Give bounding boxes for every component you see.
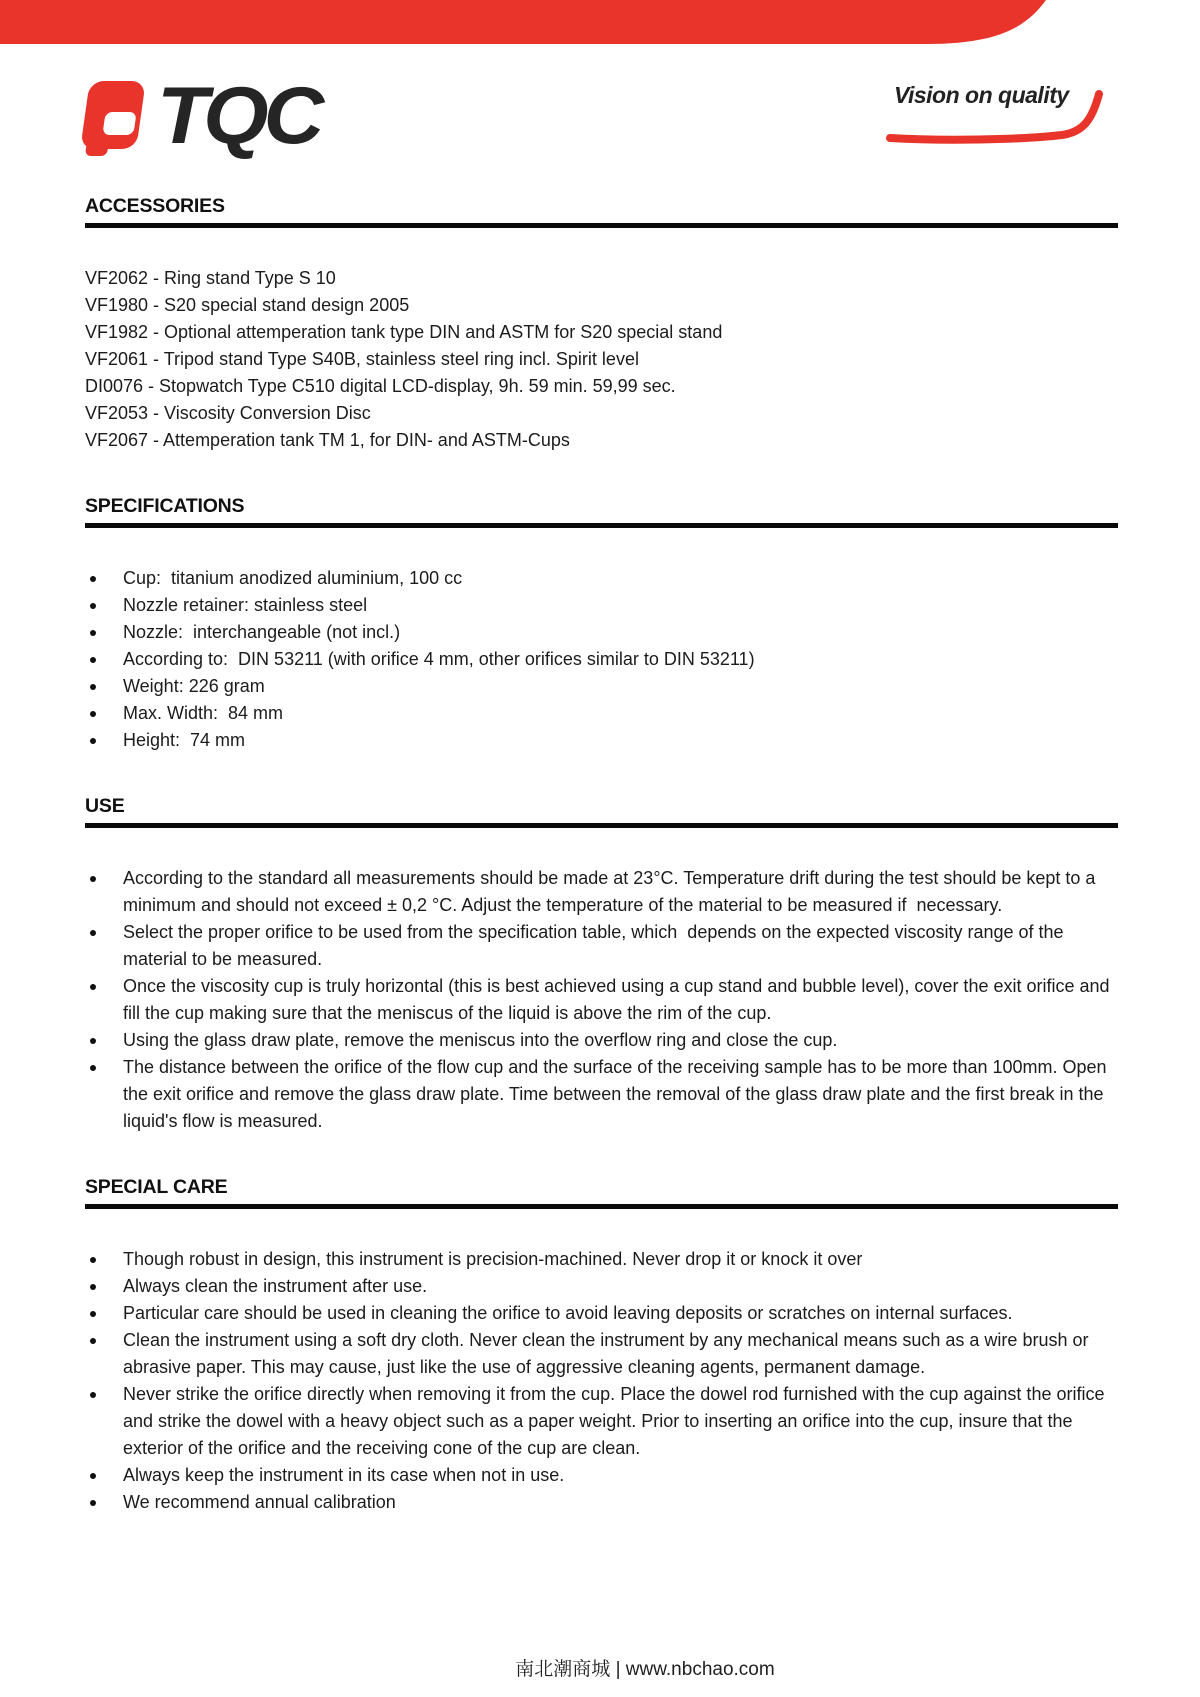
list-item-text: Always keep the instrument in its case when not in use. (123, 1465, 565, 1485)
bullet-icon (85, 727, 123, 754)
list-item (85, 565, 1118, 592)
list-item-text: DI0076 - Stopwatch Type C510 digital LCD-display, 9h. 59 min. 59,99 sec. (85, 376, 676, 396)
list-item (85, 319, 1118, 346)
list-item (85, 1027, 1118, 1054)
tqc-logo (85, 69, 320, 161)
footer-text: 南北潮商城 | www.nbchao.com (515, 1659, 775, 1680)
list-item (85, 1327, 1118, 1381)
list-item-text: Nozzle retainer: stainless steel (123, 595, 368, 615)
list-item-text: Always clean the instrument after use. (123, 1276, 428, 1296)
section-list (85, 1246, 1118, 1516)
bullet-icon (85, 646, 123, 673)
list-item (85, 373, 1118, 400)
bullet-icon (85, 673, 123, 700)
section-use (85, 795, 1118, 1135)
list-item-text: According to: DIN 53211 (with orifice 4 mm, other orifices similar to DIN 53211) (123, 649, 755, 669)
list-item-text: VF1980 - S20 special stand design 2005 (85, 295, 410, 315)
list-item (85, 1054, 1118, 1135)
list-item (85, 1462, 1118, 1489)
list-item (85, 700, 1118, 727)
list-item-text: Max. Width: 84 mm (123, 703, 284, 723)
list-item (85, 919, 1118, 973)
section-title: USE (85, 795, 125, 817)
bullet-icon (85, 973, 123, 1027)
bullet-icon (85, 1462, 123, 1489)
list-item-text: We recommend annual calibration (123, 1492, 396, 1512)
list-item-text: Cup: titanium anodized aluminium, 100 cc (123, 568, 463, 588)
list-item-text: Clean the instrument using a soft dry cloth. Never clean the instrument by any mechanical means such as a wire brush or abrasive paper. This may cause, just like the use of aggressive cleaning agents, permanent damage. (123, 1330, 1094, 1377)
tqc-logo-icon (85, 81, 141, 149)
list-item-text: VF2062 - Ring stand Type S 10 (85, 268, 336, 288)
list-item-text: Particular care should be used in cleaning the orifice to avoid leaving deposits or scratches on internal surfaces. (123, 1303, 1013, 1323)
bullet-icon (85, 1027, 123, 1054)
bullet-icon (85, 865, 123, 919)
section-title: ACCESSORIES (85, 195, 225, 217)
list-item (85, 673, 1118, 700)
content-area (85, 195, 1118, 1516)
bullet-icon (85, 619, 123, 646)
list-item (85, 1489, 1118, 1516)
bullet-icon (85, 1327, 123, 1381)
bullet-icon (85, 1300, 123, 1327)
bullet-icon (85, 1246, 123, 1273)
section-accessories (85, 195, 1118, 454)
bullet-icon (85, 1489, 123, 1516)
section-rule (85, 1204, 1118, 1209)
list-item-text: VF2067 - Attemperation tank TM 1, for DIN- and ASTM-Cups (85, 430, 570, 450)
list-item (85, 1273, 1118, 1300)
list-item-text: Using the glass draw plate, remove the meniscus into the overflow ring and close the cup. (123, 1030, 838, 1050)
list-item (85, 727, 1118, 754)
section-rule (85, 523, 1118, 528)
list-item (85, 292, 1118, 319)
section-title: SPECIAL CARE (85, 1176, 228, 1198)
bullet-icon (85, 1054, 123, 1135)
section-specifications (85, 495, 1118, 754)
section-rule (85, 823, 1118, 828)
list-item-text: VF2053 - Viscosity Conversion Disc (85, 403, 371, 423)
header-banner (0, 0, 1200, 48)
list-item (85, 1381, 1118, 1462)
list-item-text: VF1982 - Optional attemperation tank type DIN and ASTM for S20 special stand (85, 322, 723, 342)
list-item-text: Nozzle: interchangeable (not incl.) (123, 622, 401, 642)
bullet-icon (85, 1273, 123, 1300)
list-item-text: Select the proper orifice to be used from the specification table, which depends on the expected viscosity range of the material to be measured. (123, 922, 1069, 969)
list-item-text: Height: 74 mm (123, 730, 246, 750)
bullet-icon (85, 592, 123, 619)
list-item-text: Never strike the orifice directly when removing it from the cup. Place the dowel rod furnished with the cup against the orifice and strike the dowel with a heavy object such as a paper weight. Prior to inserting an orifice into the cup, insure that the exterior of the orifice and the receiving cone of the cup are clean. (123, 1384, 1110, 1458)
list-item-text: VF2061 - Tripod stand Type S40B, stainless steel ring incl. Spirit level (85, 349, 639, 369)
bullet-icon (85, 919, 123, 973)
list-item (85, 592, 1118, 619)
page-footer (0, 1654, 1200, 1681)
list-item (85, 265, 1118, 292)
section-rule (85, 223, 1118, 228)
logo-bubble-cutout (102, 112, 136, 135)
page-header (85, 69, 1116, 161)
list-item (85, 346, 1118, 373)
list-item-text: Though robust in design, this instrument is precision-machined. Never drop it or knock it over (123, 1249, 863, 1269)
section-list (85, 265, 1118, 454)
list-item (85, 1246, 1118, 1273)
section-title: SPECIFICATIONS (85, 495, 245, 517)
list-item-text: The distance between the orifice of the flow cup and the surface of the receiving sample has to be more than 100mm. Open the exit orifice and remove the glass draw plate. Time between the removal of the glass draw plate and the first break in the liquid's flow is measured. (123, 1057, 1112, 1131)
list-item-text: According to the standard all measurements should be made at 23°C. Temperature drift during the test should be kept to a minimum and should not exceed ± 0,2 °C. Adjust the temperature of the material to be measured if necessary. (123, 868, 1101, 915)
logo-bubble-tail (85, 140, 109, 156)
section-list (85, 565, 1118, 754)
list-item-text: Weight: 226 gram (123, 676, 265, 696)
bullet-icon (85, 700, 123, 727)
list-item (85, 646, 1118, 673)
section-list (85, 865, 1118, 1135)
bullet-icon (85, 565, 123, 592)
bullet-icon (85, 1381, 123, 1462)
tqc-logo-text: TQC (157, 69, 320, 161)
list-item-text: Once the viscosity cup is truly horizontal (this is best achieved using a cup stand and bubble level), cover the exit orifice and fill the cup making sure that the meniscus of the liquid is above the rim of the cup. (123, 976, 1115, 1023)
tagline-text: Vision on quality (894, 82, 1069, 108)
list-item (85, 427, 1118, 454)
list-item (85, 1300, 1118, 1327)
list-item (85, 865, 1118, 919)
list-item (85, 619, 1118, 646)
list-item (85, 973, 1118, 1027)
list-item (85, 400, 1118, 427)
tagline-block (880, 78, 1116, 156)
section-special-care (85, 1176, 1118, 1516)
